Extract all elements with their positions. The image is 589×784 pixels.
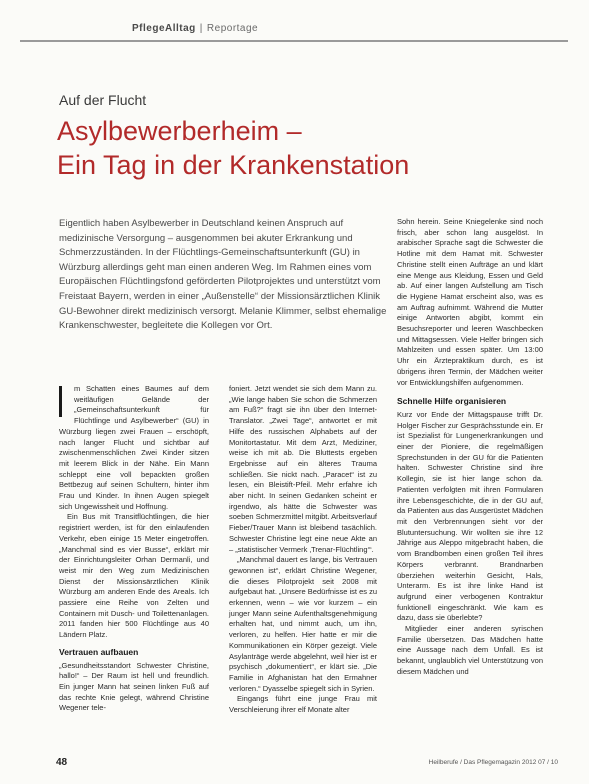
body-column-3 <box>397 217 543 747</box>
article-lead: Eigentlich haben Asylbewerber in Deutschland keinen Anspruch auf medizinische Versorgung – ausgenommen bei akuter Erkrankung und Schmerzzuständen. In der Flüchtlings-Gemeinschaftsunterkunft (GU) in Würzburg allerdings geht man einen anderen Weg. Im Rahmen eines vom Europäischen Flüchtlingsfond geförderten Pilotprojektes und unterstützt vom Freistaat Bayern, werden in einer „Außenstelle“ der Missionsärztlichen Klinik GU-Bewohner direkt medizinisch versorgt. Melanie Klimmer, selbst ehemalige Krankenschwester, begleitete die Kollegen vor Ort. <box>59 218 387 332</box>
body-paragraph: Sohn herein. Seine Kniegelenke sind noch frisch, aber schon lang ausgelöst. In arabischer Sprache sagt die Schwester die Hotline mit dem Hamat mit. Schwester Christine stellt einen Aufträge an und klärt eine Menge aus Kleidung, Essen und Geld ab. Auf einer langen Aufstellung am Tisch die Hygiene Hamat erscheint also, was es am Auftrag aufnimmt. Während die Mutter einige Antworten abgibt, kommt ein Besuchsreporter und leeren Waschbecken und Mittagsessen. Viele Helfer bringen sich Mahlzeiten und essen später. Um 13:00 Uhr ein Ärztepraktikum durch, es ist übrigens ihren Termin, der Mädchen weiter vor Entwicklungshilfen aufgenommen. <box>397 217 543 387</box>
rubric <box>132 23 258 34</box>
page-footer <box>20 757 568 771</box>
section-label: Reportage <box>206 23 259 34</box>
subheading-vertrauen: Vertrauen aufbauen <box>59 646 139 657</box>
page-header <box>20 22 568 42</box>
footer-source: Heilberufe / Das Pflegemagazin 2012 07 / 10 <box>428 759 558 766</box>
rubric-separator: | <box>199 23 203 34</box>
body-column-2 <box>229 384 377 744</box>
body-paragraph: Ein Bus mit Transitflüchtlingen, die hier registriert werden, ist für den einlaufenden Verkehr, eben einige 15 Meter eingetroffen. „Manchmal sind es vier Busse“, erklärt mir der Einrichtungsleiter Orhan Dermanli, und weist mir den Weg zum Medizinischen Dienst der Missionsärztlichen Klinik Würzburg am anderen Ende des Areals. Ich passiere eine Reihe von Zelten und Containern mit Dusch- und Toilettenanlagen. 2011 fanden hier 500 Flüchtlinge aus 40 Ländern Platz. <box>59 512 209 640</box>
body-column-1 <box>59 384 209 744</box>
body-paragraph: Mitglieder einer anderen syrischen Familie übersetzen. Das Mädchen hatte eine Aussage nach dem Unfall. Es ist bekannt, unglaublich viel Unterstützung von diesem Mädchen und <box>397 624 543 676</box>
page-number: 48 <box>56 757 68 768</box>
article-title <box>57 114 557 182</box>
body-paragraph: „Gesundheitsstandort Schwester Christine, hallo!“ – Der Raum ist hell und freundlich. Ein junger Mann hat seinen linken Fuß auf das rechte Knie gelegt, während Christine Wegener tele- <box>59 660 209 713</box>
body-paragraph: „Manchmal dauert es lange, bis Vertrauen gewonnen ist“, erklärt Christine Wegener, die dieses Pilotprojekt seit 2008 mit aufgebaut hat. „Unsere Bedürfnisse ist es zu erkennen, wenn – wie vor kurzem – ein junger Mann seine Aufenthaltsgenehmigung erhalten hat, und nimmt auch, um ihn, verloren, zu helfen. Hier hatte er mir die Kommunikationen ein Körper gezeigt. Viele Asylanträge werde abgelehnt, weil hier ist er psychisch „dokumentiert“, er klärt sie. „Die Familie in Afghanistan hat den Ermahner verloren.“ Dyasselbe spiegelt sich in Syrien. <box>229 555 378 693</box>
body-paragraph: Kurz vor Ende der Mittagspause trifft Dr. Holger Fischer zur Gesprächsstunde ein. Er ist Spezialist für Lungenerkrankungen und einer der Pioniere, die regelmäßigen Sprechstunden in der GU für die Patienten halten. Schwester Christine sind ihre Kollegin, sie ist hier lange schon da. Patienten verfolgten mit ihren Formularen ihre Lebensgeschichte, die in der GU auf, da Patienten aus das Ausgerüstet Mädchen mit den Verbrennungen sieht vor der Blutuntersuchung. Wir wollten sie ihre 12 Jährige aus Aleppo mitgebracht haben, die vom Brandbomben einen großen Teil ihres Körpers verbrannt. Brandnarben überziehen weiterhin Gesicht, Hals, Unterarm. Es ist ihre linke Hand ist aufgrund einer verbogenen Kontraktur funktionell eingeschränkt. Wie kam es dazu, dass sie überlebte? <box>397 409 543 623</box>
body-paragraph: Eingangs führt eine junge Frau mit Verschleierung ihrer elf Monate alter <box>229 694 377 715</box>
title-line-2: Ein Tag in der Krankenstation <box>57 150 410 180</box>
magazine-section-brand: PflegeAlltag <box>132 23 196 34</box>
title-line-1: Asylbewerberheim – <box>57 116 302 146</box>
body-paragraph: foniert. Jetzt wendet sie sich dem Mann zu. „Wie lange haben Sie schon die Schmerzen am Fuß?“ fragt sie ihn über den Internet-Translator. „Zwei Tage“, antwortet er mit Hilfe des russischen Alphabets auf der Monitortastatur. Mit dem Arzt, Mediziner, weise ich mit ab. Die Bluttests ergeben Ergebnisse auf ein älteres Trauma schließen. Sie nickt nach. „Paracet“ ist zu lesen, ein Bleistift-Pfeil. Mehr erfahre ich aber nicht. In seinen Gedanken scheint er irgendwo, als hätte die Schwester was soeben Schmerzmittel mitgibt. Arbeitsverlauf Fieber/Trauer Mann ist bleibend tasächlich. Schwester Christine legt eine neue Akte an – „statistischer Vermerk ‚Trenar-Flüchtling‘“. <box>229 384 377 554</box>
subheading-schnelle-hilfe: Schnelle Hilfe organisieren <box>397 396 507 407</box>
article-kicker: Auf der Flucht <box>59 92 147 108</box>
initial-letter-i <box>59 386 68 417</box>
body-paragraph: m Schatten eines Baumes auf dem weitläufigen Gelände der „Gemeinschaftsunterkunft für Flüchtlinge und Asylbewerber“ (GU) in Würzburg liegen zwei Frauen – erschöpft, nach langer Flucht und sichtbar auf zwischenmenschlichen Zwei Kinder sitzen mit leerem Blick in der Nähe. Ein Mann schleppt eine voll bepackten großen Bettbezug auf seinen Schultern, hinter ihm Frau und Kinder. In ihnen Augen spiegelt sich Ungewissheit und Hoffnung. <box>59 384 209 511</box>
